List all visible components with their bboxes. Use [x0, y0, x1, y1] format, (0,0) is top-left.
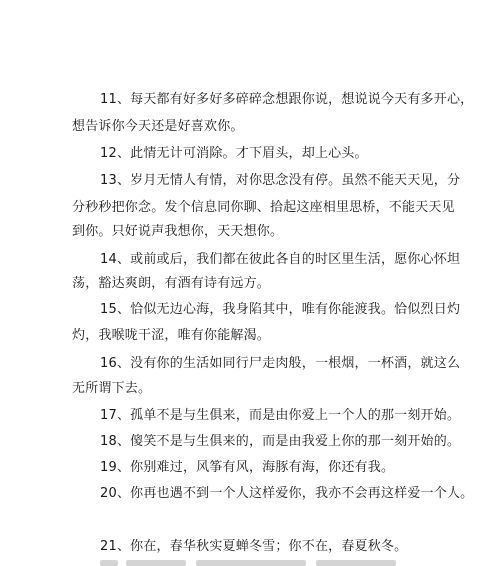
text-line-19: 19、你别难过，风筝有风，海豚有海，你还有我。 [100, 460, 395, 475]
text-line-13b: 分秒秒把你念。发个信息同你聊、拾起这座相里思桥，不能天天见 [72, 200, 455, 215]
text-line-13c: 到你。只好说声我想你，天天想你。 [72, 224, 284, 239]
text-line-18: 18、傻笑不是与生俱来的，而是由我爱上你的那一刻开始的。 [100, 434, 461, 449]
text-line-15a: 15、恰似无边心海，我身陷其中，唯有你能渡我。恰似烈日灼 [100, 302, 461, 317]
cropped-glyph [196, 560, 306, 566]
text-line-11a: 11、每天都有好多好多碎碎念想跟你说，想说说今天有多开心， [100, 92, 474, 107]
text-line-11b: 想告诉你今天还是好喜欢你。 [72, 119, 244, 134]
text-line-21: 21、你在，春华秋实夏蝉冬雪；你不在，春夏秋冬。 [100, 539, 408, 554]
cropped-next-line [0, 558, 500, 566]
text-line-17: 17、孤单不是与生俱来，而是由你爱上一个人的那一刻开始。 [100, 408, 461, 423]
text-line-14b: 荡，豁达爽朗，有酒有诗有远方。 [72, 276, 271, 291]
text-line-13a: 13、岁月无情人有情，对你思念没有停。虽然不能天天见，分 [100, 173, 461, 188]
cropped-glyph [126, 560, 186, 566]
text-line-20: 20、你再也遇不到一个人这样爱你，我亦不会再这样爱一个人。 [100, 486, 474, 501]
cropped-glyph [316, 560, 396, 566]
text-line-14a: 14、或前或后，我们都在彼此各自的时区里生活，愿你心怀坦 [100, 252, 461, 267]
text-line-16b: 无所谓下去。 [72, 381, 152, 396]
text-line-16a: 16、没有你的生活如同行尸走肉般，一根烟，一杯酒，就这么 [100, 356, 461, 371]
text-line-12: 12、此情无计可消除。才下眉头，却上心头。 [100, 146, 368, 161]
text-line-15b: 灼，我喉咙干涩，唯有你能解渴。 [72, 328, 271, 343]
cropped-glyph [100, 560, 118, 566]
